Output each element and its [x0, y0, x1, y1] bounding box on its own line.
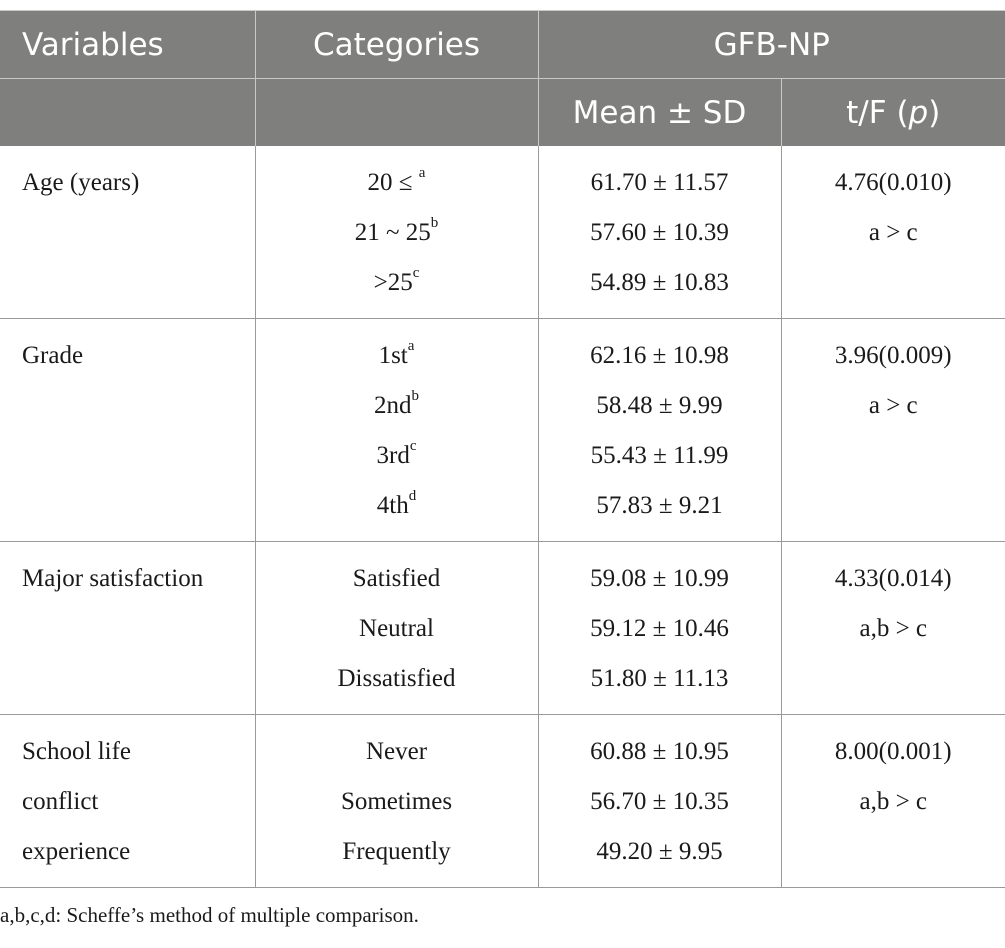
mean-sd-value: 51.80 ± 11.13 — [590, 665, 729, 692]
mean-sd-value: 56.70 ± 10.35 — [590, 788, 729, 815]
category-label — [256, 381, 538, 431]
mean-sd-cell — [538, 542, 781, 715]
tf-cell — [781, 319, 1005, 542]
tf-cell — [781, 146, 1005, 319]
category-text: 21 ~ 25 — [354, 219, 431, 246]
category-label — [256, 727, 538, 777]
category-text: 2nd — [374, 392, 412, 419]
header-blank-1 — [0, 79, 255, 147]
mean-sd-value: 55.43 ± 11.99 — [590, 442, 729, 469]
mean-sd-value: 61.70 ± 11.57 — [590, 169, 729, 196]
variable-cell — [0, 542, 255, 715]
header-tf-close: ) — [928, 94, 941, 131]
mean-sd-value: 58.48 ± 9.99 — [596, 392, 723, 419]
mean-sd-value: 57.60 ± 10.39 — [590, 219, 729, 246]
category-label — [256, 554, 538, 604]
posthoc-result: a > c — [868, 219, 918, 246]
mean-sd-value: 57.83 ± 9.21 — [596, 492, 723, 519]
variable-cell — [0, 146, 255, 319]
category-label — [256, 258, 538, 308]
table-header — [0, 11, 1005, 147]
category-label — [256, 777, 538, 827]
header-categories: Categories — [255, 11, 538, 79]
category-superscript: a — [418, 164, 426, 181]
variable-label: Major satisfaction — [22, 565, 204, 592]
variable-label: Grade — [22, 342, 84, 369]
category-text: 1st — [378, 342, 408, 369]
category-label — [256, 654, 538, 704]
header-tf-label: t/F ( — [846, 94, 909, 131]
header-mean-sd: Mean ± SD — [538, 79, 781, 147]
header-variables: Variables — [0, 11, 255, 79]
category-text: 3rd — [376, 442, 410, 469]
category-superscript: a — [407, 337, 415, 354]
category-text: 20 ≤ — [367, 169, 419, 196]
category-text: Frequently — [342, 838, 451, 865]
category-text: Sometimes — [340, 788, 453, 815]
footnote: a,b,c,d: Scheffe’s method of multiple comparison. — [0, 903, 419, 927]
category-label — [256, 331, 538, 381]
mean-sd-value: 54.89 ± 10.83 — [590, 269, 729, 296]
mean-sd-value: 59.12 ± 10.46 — [590, 615, 729, 642]
category-label — [256, 158, 538, 208]
tf-value: 4.76(0.010) — [834, 169, 952, 196]
posthoc-result: a,b > c — [859, 615, 928, 642]
variable-label: conflict — [22, 788, 99, 815]
tf-value: 8.00(0.001) — [834, 738, 952, 765]
header-blank-2 — [255, 79, 538, 147]
category-cell — [255, 715, 538, 888]
category-text: 4th — [376, 492, 409, 519]
category-superscript: c — [409, 437, 417, 454]
category-text: Dissatisfied — [337, 665, 456, 692]
tf-value: 3.96(0.009) — [834, 342, 952, 369]
tf-cell — [781, 715, 1005, 888]
mean-sd-cell — [538, 319, 781, 542]
tf-cell — [781, 542, 1005, 715]
category-superscript: c — [412, 264, 420, 281]
table-row — [0, 715, 1005, 888]
mean-sd-cell — [538, 146, 781, 319]
table-row — [0, 319, 1005, 542]
category-label — [256, 431, 538, 481]
header-group: GFB-NP — [538, 11, 1005, 79]
category-superscript: b — [430, 214, 439, 231]
category-label — [256, 481, 538, 531]
category-superscript: b — [411, 387, 419, 404]
results-table — [0, 10, 1005, 888]
category-cell — [255, 542, 538, 715]
category-text: >25 — [373, 269, 413, 296]
category-label — [256, 827, 538, 877]
variable-cell — [0, 715, 255, 888]
mean-sd-cell — [538, 715, 781, 888]
category-label — [256, 208, 538, 258]
table-body — [0, 146, 1005, 888]
header-tf — [781, 79, 1005, 147]
category-cell — [255, 319, 538, 542]
table-row — [0, 542, 1005, 715]
mean-sd-value: 62.16 ± 10.98 — [590, 342, 729, 369]
variable-label: experience — [22, 838, 131, 865]
category-superscript: d — [408, 487, 417, 504]
mean-sd-value: 49.20 ± 9.95 — [596, 838, 723, 865]
table-row — [0, 146, 1005, 319]
mean-sd-value: 59.08 ± 10.99 — [590, 565, 729, 592]
category-label — [256, 604, 538, 654]
category-text: Never — [365, 738, 428, 765]
posthoc-result: a > c — [868, 392, 918, 419]
tf-value: 4.33(0.014) — [834, 565, 952, 592]
variable-label: School life — [22, 738, 132, 765]
variable-cell — [0, 319, 255, 542]
category-text: Satisfied — [352, 565, 441, 592]
variable-label: Age (years) — [22, 169, 140, 196]
posthoc-result: a,b > c — [859, 788, 928, 815]
mean-sd-value: 60.88 ± 10.95 — [590, 738, 729, 765]
header-tf-p: p — [908, 94, 929, 131]
category-cell — [255, 146, 538, 319]
category-text: Neutral — [359, 615, 434, 642]
